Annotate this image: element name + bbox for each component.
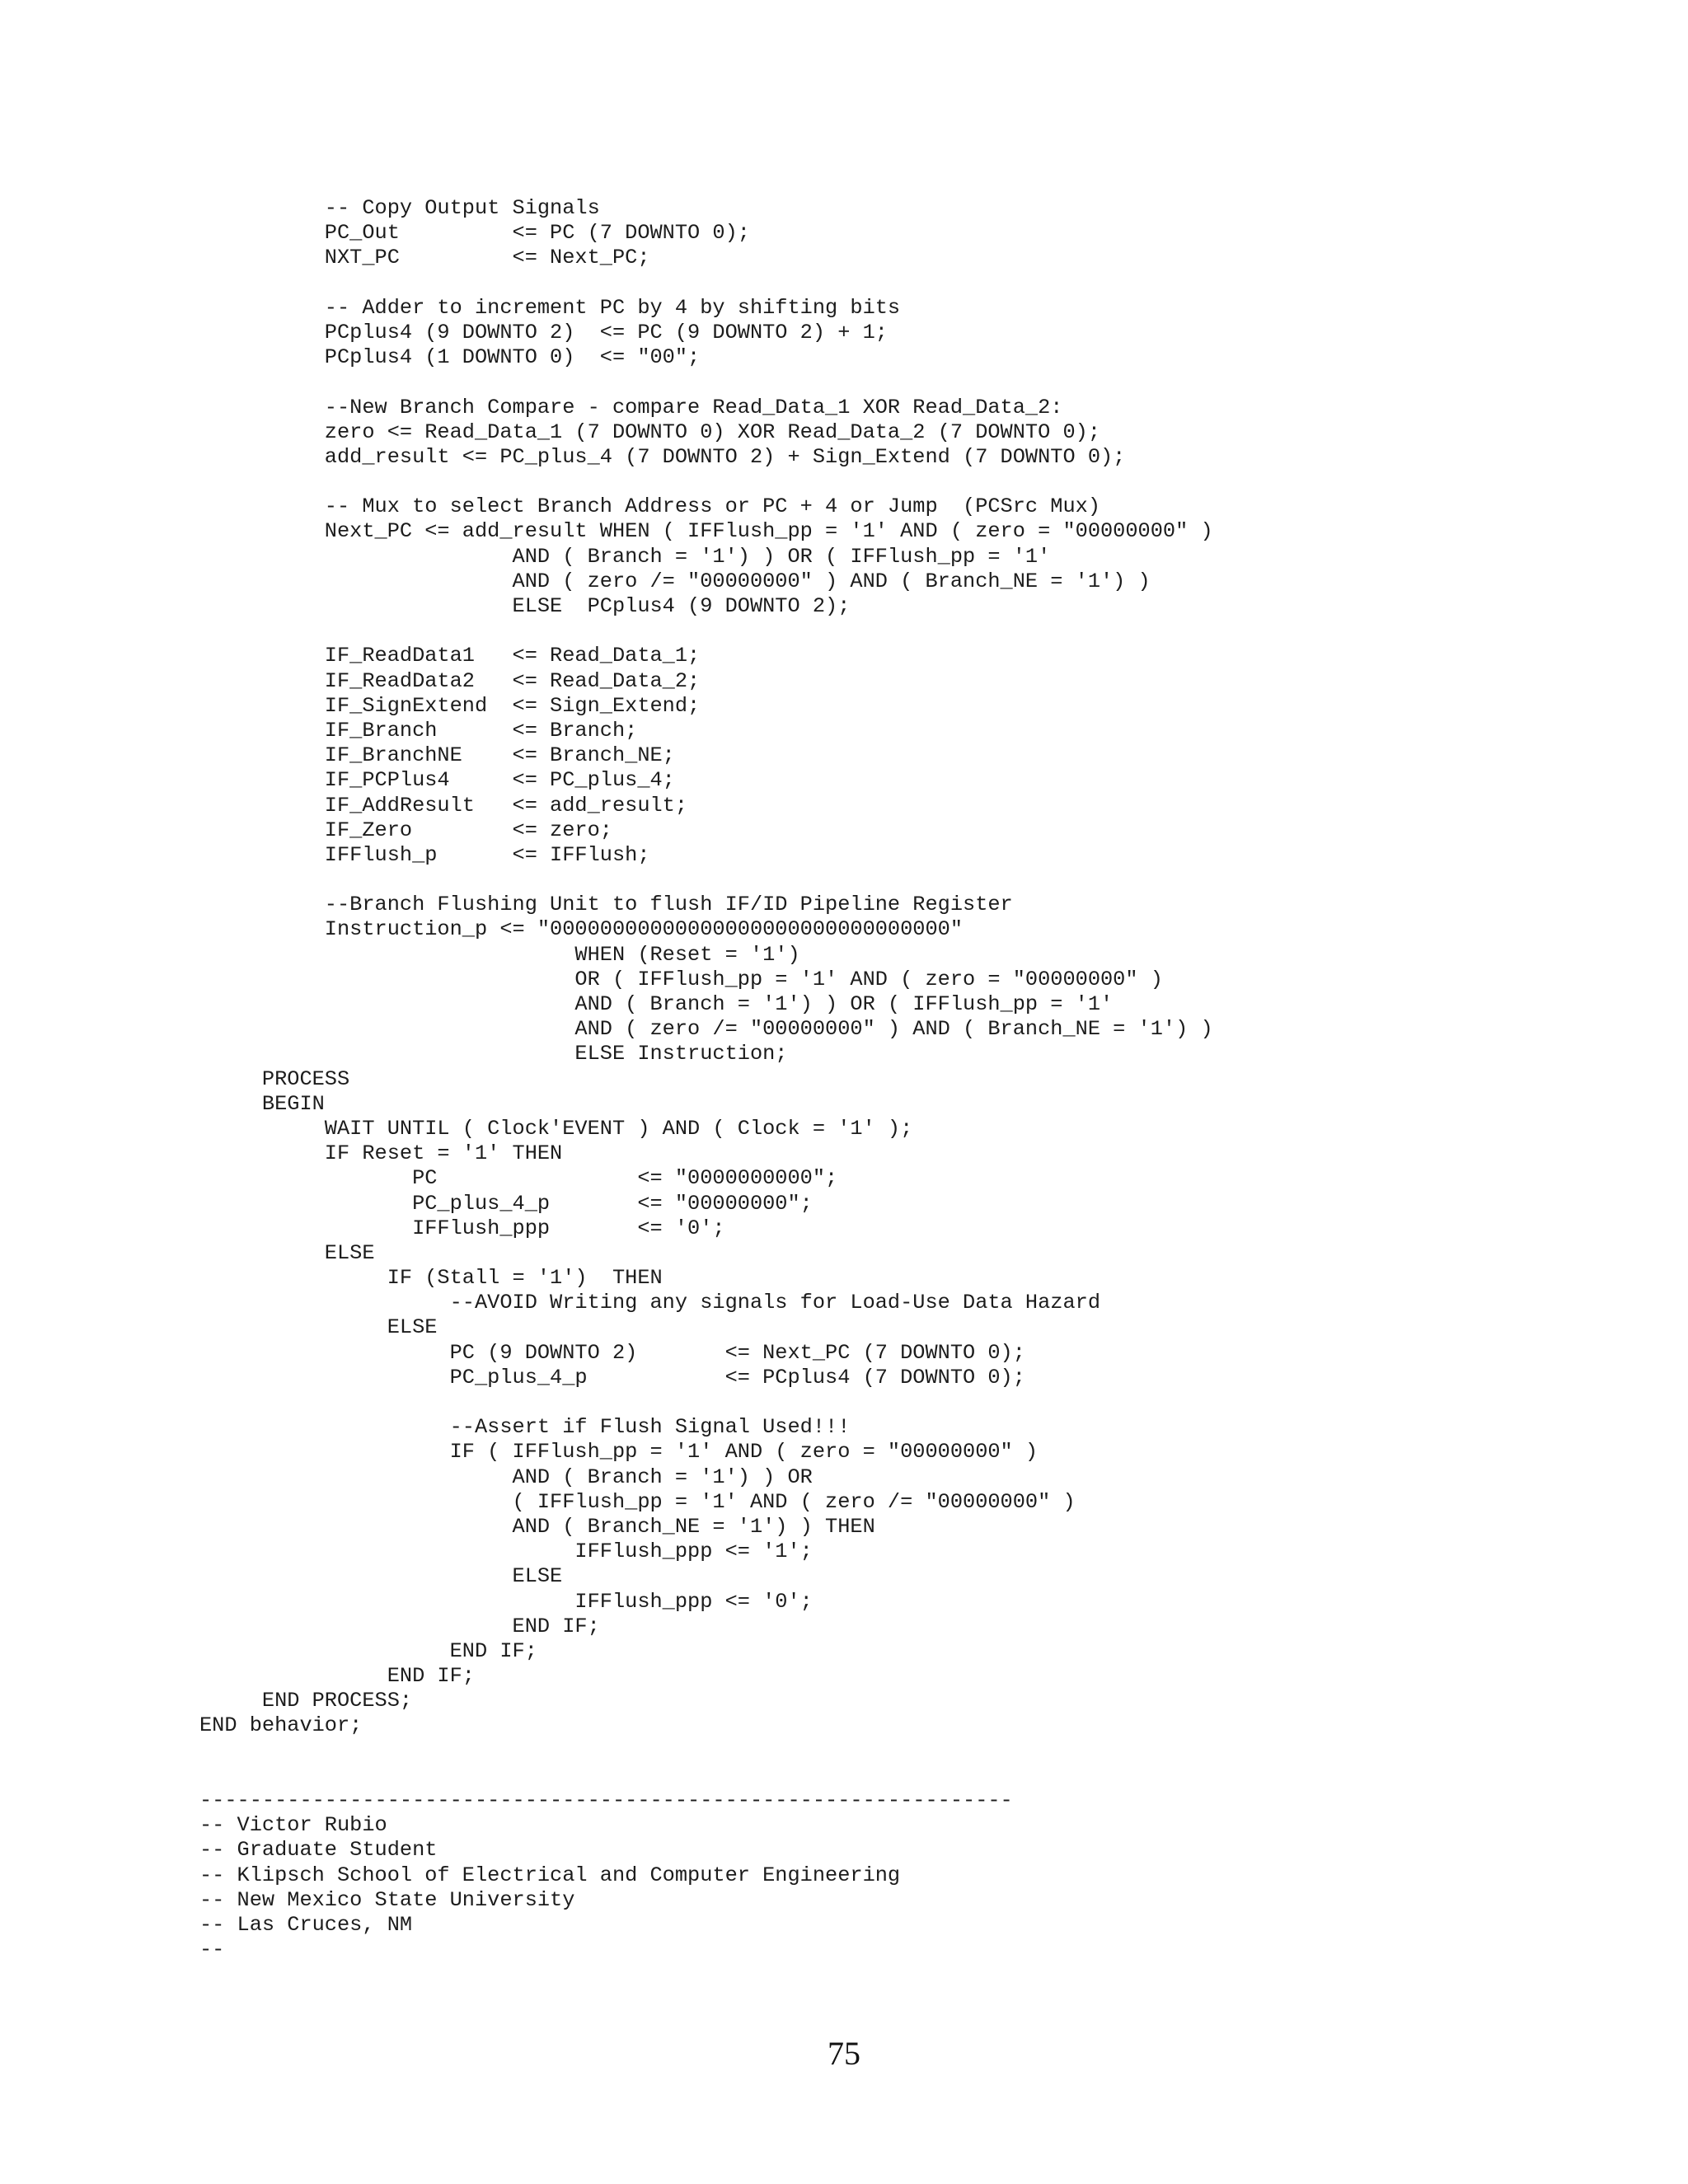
code-line <box>199 1764 1213 1788</box>
code-line: IF ( IFFlush_pp = '1' AND ( zero = "00000000" ) <box>199 1440 1039 1465</box>
code-line: OR ( IFFlush_pp = '1' AND ( zero = "00000000" ) <box>199 967 1163 991</box>
code-line <box>199 470 1213 494</box>
code-line: PC_plus_4_p <= "00000000"; <box>199 1191 813 1216</box>
code-line: -- Klipsch School of Electrical and Computer Engineering <box>199 1863 901 1887</box>
code-line: IF_Branch <= Branch; <box>199 718 638 743</box>
code-line: IF (Stall = '1') THEN <box>199 1266 663 1291</box>
code-line: IFFlush_ppp <= '0'; <box>199 1216 725 1240</box>
code-line: IF_Zero <= zero; <box>199 818 612 842</box>
code-line: ELSE PCplus4 (9 DOWNTO 2); <box>199 594 851 618</box>
code-line: ELSE Instruction; <box>199 1042 788 1066</box>
code-line: -- Mux to select Branch Address or PC + 4 or Jump (PCSrc Mux) <box>199 494 1101 519</box>
code-line: Next_PC <= add_result WHEN ( IFFlush_pp = '1' AND ( zero = "00000000" ) <box>199 519 1213 544</box>
code-line: IFFlush_ppp <= '1'; <box>199 1540 813 1564</box>
code-line: IF_ReadData2 <= Read_Data_2; <box>199 668 701 693</box>
code-line: -- <box>199 1938 225 1962</box>
code-line: IF_SignExtend <= Sign_Extend; <box>199 693 701 718</box>
code-line <box>199 370 1213 395</box>
code-line: ELSE <box>199 1564 563 1589</box>
code-line: -- Adder to increment PC by 4 by shifting bits <box>199 295 901 320</box>
code-line: -- Las Cruces, NM <box>199 1912 413 1937</box>
code-line: AND ( Branch = '1') ) OR ( IFFlush_pp = '1' <box>199 544 1051 569</box>
code-line: AND ( Branch_NE = '1') ) THEN <box>199 1514 875 1539</box>
code-line: --AVOID Writing any signals for Load-Use Data Hazard <box>199 1291 1101 1315</box>
vhdl-code-listing <box>199 196 1213 1962</box>
code-line: END IF; <box>199 1638 537 1663</box>
code-line: Instruction_p <= "00000000000000000000000000000000" <box>199 917 964 942</box>
code-line <box>199 271 1213 296</box>
code-line <box>199 619 1213 644</box>
code-line: ----------------------------------------------------------------- <box>199 1788 1013 1812</box>
code-line: ELSE <box>199 1315 438 1340</box>
code-line: AND ( zero /= "00000000" ) AND ( Branch_NE = '1') ) <box>199 1017 1213 1042</box>
code-line: AND ( Branch = '1') ) OR ( IFFlush_pp = '1' <box>199 992 1114 1016</box>
code-line: END behavior; <box>199 1713 363 1738</box>
code-line: PROCESS <box>199 1066 350 1091</box>
code-line: WAIT UNTIL ( Clock'EVENT ) AND ( Clock = '1' ); <box>199 1116 913 1141</box>
code-line: -- Graduate Student <box>199 1838 438 1863</box>
code-line <box>199 1739 1213 1764</box>
code-line: PCplus4 (9 DOWNTO 2) <= PC (9 DOWNTO 2) + 1; <box>199 320 888 344</box>
code-line: IFFlush_p <= IFFlush; <box>199 842 650 867</box>
code-line: PC (9 DOWNTO 2) <= Next_PC (7 DOWNTO 0); <box>199 1340 1025 1365</box>
code-line: AND ( Branch = '1') ) OR <box>199 1465 813 1489</box>
code-line: add_result <= PC_plus_4 (7 DOWNTO 2) + Sign_Extend (7 DOWNTO 0); <box>199 444 1126 469</box>
code-line: IF_AddResult <= add_result; <box>199 793 688 818</box>
code-line: IF_BranchNE <= Branch_NE; <box>199 743 675 768</box>
code-line <box>199 1390 1213 1415</box>
code-line: AND ( zero /= "00000000" ) AND ( Branch_NE = '1') ) <box>199 569 1151 593</box>
code-line: IF_PCPlus4 <= PC_plus_4; <box>199 768 675 793</box>
code-line: ( IFFlush_pp = '1' AND ( zero /= "00000000" ) <box>199 1489 1076 1514</box>
code-line: END PROCESS; <box>199 1689 413 1713</box>
code-line: -- Copy Output Signals <box>199 196 600 220</box>
code-line: NXT_PC <= Next_PC; <box>199 246 650 270</box>
code-line <box>199 868 1213 893</box>
code-line: PC_plus_4_p <= PCplus4 (7 DOWNTO 0); <box>199 1365 1025 1390</box>
code-line: END IF; <box>199 1614 600 1638</box>
code-line: zero <= Read_Data_1 (7 DOWNTO 0) XOR Read_Data_2 (7 DOWNTO 0); <box>199 419 1101 444</box>
code-line: -- New Mexico State University <box>199 1887 575 1912</box>
code-line: PC_Out <= PC (7 DOWNTO 0); <box>199 221 750 246</box>
code-line: PCplus4 (1 DOWNTO 0) <= "00"; <box>199 345 701 370</box>
code-line: IF Reset = '1' THEN <box>199 1141 563 1166</box>
code-line: -- Victor Rubio <box>199 1813 387 1838</box>
code-line: IF_ReadData1 <= Read_Data_1; <box>199 644 701 668</box>
code-line: WHEN (Reset = '1') <box>199 942 800 967</box>
code-line: END IF; <box>199 1664 475 1689</box>
code-line: BEGIN <box>199 1091 325 1116</box>
code-line: PC <= "0000000000"; <box>199 1166 838 1191</box>
code-line: --Branch Flushing Unit to flush IF/ID Pipeline Register <box>199 893 1013 917</box>
page-number: 75 <box>828 2035 860 2072</box>
code-line: --Assert if Flush Signal Used!!! <box>199 1415 851 1440</box>
code-line: ELSE <box>199 1240 375 1265</box>
code-line: IFFlush_ppp <= '0'; <box>199 1589 813 1614</box>
code-line: --New Branch Compare - compare Read_Data_1 XOR Read_Data_2: <box>199 395 1063 419</box>
